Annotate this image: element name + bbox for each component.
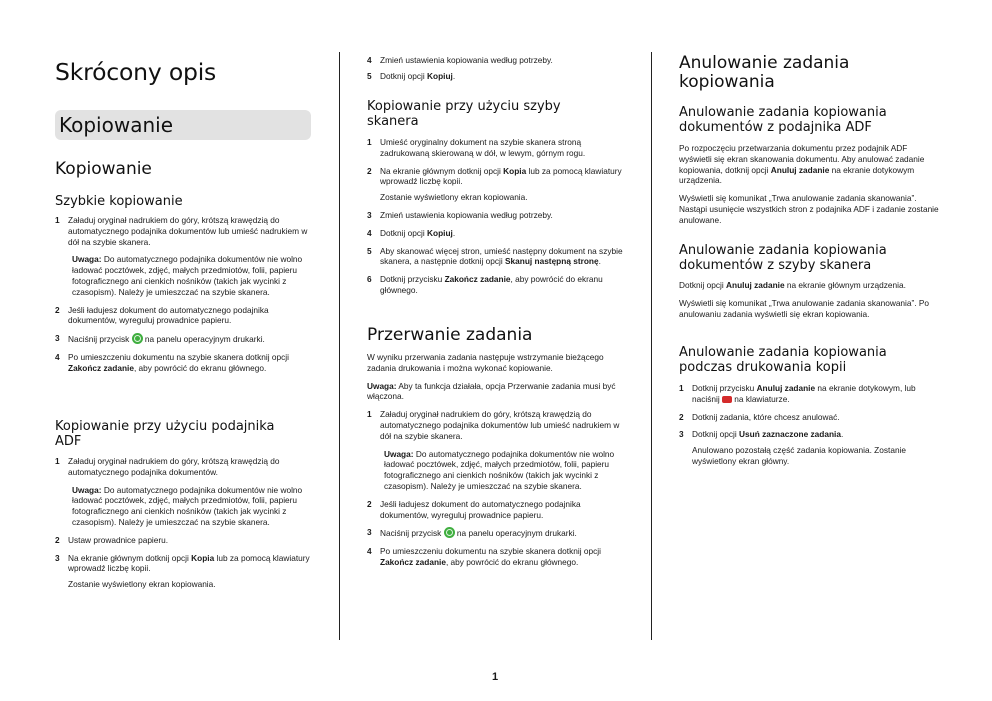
note: Uwaga: Do automatycznego podajnika dokumentów nie wolno ładować pocztówek, zdjęć, małych przedmiotów, folii, papieru fotograficznego ani cienkich nośników (takich jak wycinki z czasopism). Należy je umieszczać na szybie skanera. (384, 448, 615, 491)
heading-przerwanie-zadania: Przerwanie zadania (367, 325, 533, 345)
cancel-glass-paragraph-1: Dotknij opcji Anuluj zadanie na ekranie głównym urządzenia. (679, 280, 906, 290)
heading-cancel-adf: Anulowanie zadania kopiowania dokumentów z podajnika ADF (679, 105, 887, 135)
cancel-printing-steps (679, 383, 941, 467)
step-4: 4 Zmień ustawienia kopiowania według potrzeby. (367, 55, 553, 65)
adf-copy-steps-continued (367, 55, 629, 82)
cancel-adf-paragraph-1: Po rozpoczęciu przetwarzania dokumentu przez podajnik ADF wyświetli się ekran skanowania dokumentu. Aby anulować zadanie kopiowania, dotknij opcji Anuluj zadanie na ekranie dotykowym urządzenia. (679, 143, 925, 186)
step-2: 2 Jeśli ładujesz dokument do automatycznego podajnika dokumentów, wyreguluj prowadnice papieru. (55, 304, 269, 326)
step-1: 1 Załaduj oryginał nadrukiem do góry, krótszą krawędzią do automatycznego podajnika dokumentów. (55, 456, 280, 477)
heading-kopiowanie: Kopiowanie (55, 159, 152, 179)
start-button-icon (132, 333, 143, 344)
step-6: 6 Dotknij przycisku Zakończ zadanie, aby powrócić do ekranu głównego. (367, 274, 603, 295)
step-5: 5 Aby skanować więcej stron, umieść następny dokument na szybie skanera, a następnie dotknij opcji Skanuj następną stronę. (367, 245, 623, 267)
note: Uwaga: Do automatycznego podajnika dokumentów nie wolno ładować pocztówek, zdjęć, małych przedmiotów, folii, papieru fotograficznego ani cienkich nośników (takich jak wycinki z czasopism). Należy je umieszczać na szybie skanera. (72, 254, 303, 297)
cancel-adf-text (679, 143, 941, 226)
column-divider-2 (651, 52, 652, 640)
cancel-glass-paragraph-2: Wyświetli się komunikat „Trwa anulowanie zadania skanowania”. Po anulowaniu zadania wyświetli się ekran kopiowania. (679, 297, 930, 319)
section-bar (55, 110, 311, 140)
heading-cancel-printing: Anulowanie zadania kopiowania podczas drukowania kopii (679, 345, 887, 375)
section-bar-label: Kopiowanie (59, 113, 173, 137)
step-1: 1 Umieść oryginalny dokument na szybie skanera stroną zadrukowaną skierowaną w dół, w lewym, górnym rogu. (367, 137, 586, 158)
page-number: 1 (492, 671, 499, 683)
step-2: 2 Jeśli ładujesz dokument do automatycznego podajnika dokumentów, wyreguluj prowadnice papieru. (367, 498, 581, 520)
cancel-adf-paragraph-2: Wyświetli się komunikat „Trwa anulowanie zadania skanowania”. Nastąpi usunięcie wszystkich stron z podajnika ADF i zadanie zostanie anulowane. (679, 193, 939, 225)
function-note: Uwaga: Aby ta funkcja działała, opcja Przerwanie zadania musi być włączona. (367, 380, 616, 402)
step-3-result: Zostanie wyświetlony ekran kopiowania. (68, 579, 216, 590)
step-3: 3 Naciśnij przycisk na panelu operacyjnym drukarki. (55, 333, 265, 345)
column-divider-1 (339, 52, 340, 640)
step-3-result: Anulowano pozostałą część zadania kopiowania. Zostanie wyświetlony ekran główny. (692, 445, 907, 466)
heading-cancel-glass: Anulowanie zadania kopiowania dokumentów z szyby skanera (679, 243, 887, 273)
step-3: 3 Na ekranie głównym dotknij opcji Kopia lub za pomocą klawiatury wprowadź liczbę kopii. (55, 552, 310, 574)
note: Uwaga: Do automatycznego podajnika dokumentów nie wolno ładować pocztówek, zdjęć, małych przedmiotów, folii, papieru fotograficznego ani cienkich nośników (takich jak wycinki z czasopism). Należy je umieszczać na szybie skanera. (72, 484, 303, 527)
step-3: 3 Dotknij opcji Usuń zaznaczone zadania. (679, 429, 844, 440)
heading-scanner-glass-copy: Kopiowanie przy użyciu szyby skanera (367, 99, 561, 129)
heading-adf-copy: Kopiowanie przy użyciu podajnika ADF (55, 419, 275, 449)
step-4: 4 Po umieszczeniu dokumentu na szybie skanera dotknij opcji Zakończ zadanie, aby powrócić do ekranu głównego. (367, 546, 601, 567)
step-3: 3 Naciśnij przycisk na panelu operacyjnym drukarki. (367, 527, 577, 539)
step-2: 2 Dotknij zadania, które chcesz anulować. (679, 411, 840, 422)
step-1: 1 Dotknij przycisku Anuluj zadanie na ekranie dotykowym, lub naciśnij na klawiaturze. (679, 383, 916, 404)
interrupt-section (367, 352, 629, 568)
step-2: 2 Na ekranie głównym dotknij opcji Kopia lub za pomocą klawiatury wprowadź liczbę kopii. (367, 165, 622, 187)
step-3: 3 Zmień ustawienia kopiowania według potrzeby. (367, 209, 553, 220)
heading-anulowanie-zadania: Anulowanie zadania kopiowania (679, 53, 850, 92)
adf-copy-steps (55, 456, 313, 590)
quick-copy-steps (55, 215, 313, 374)
document-title: Skrócony opis (55, 58, 217, 86)
step-5: 5 Dotknij opcji Kopiuj. (367, 70, 456, 81)
intro-paragraph: W wyniku przerwania zadania następuje wstrzymanie bieżącego zadania drukowania i można wykonać kopiowanie. (367, 352, 604, 373)
cancel-glass-text (679, 280, 941, 319)
heading-szybkie-kopiowanie: Szybkie kopiowanie (55, 194, 183, 209)
step-1: 1 Załaduj oryginał nadrukiem do góry, krótszą krawędzią do automatycznego podajnika dokumentów lub umieść nadrukiem w dół na szybie skanera. (55, 215, 308, 247)
glass-copy-steps (367, 137, 629, 296)
step-1: 1 Załaduj oryginał nadrukiem do góry, krótszą krawędzią do automatycznego podajnika dokumentów lub umieść nadrukiem w dół na szybie skanera. (367, 409, 620, 441)
start-button-icon (444, 527, 455, 538)
step-2-result: Zostanie wyświetlony ekran kopiowania. (380, 192, 528, 203)
step-4: 4 Dotknij opcji Kopiuj. (367, 227, 456, 238)
step-2: 2 Ustaw prowadnice papieru. (55, 534, 169, 545)
step-4: 4 Po umieszczeniu dokumentu na szybie skanera dotknij opcji Zakończ zadanie, aby powrócić do ekranu głównego. (55, 351, 289, 373)
stop-button-icon (722, 396, 732, 403)
